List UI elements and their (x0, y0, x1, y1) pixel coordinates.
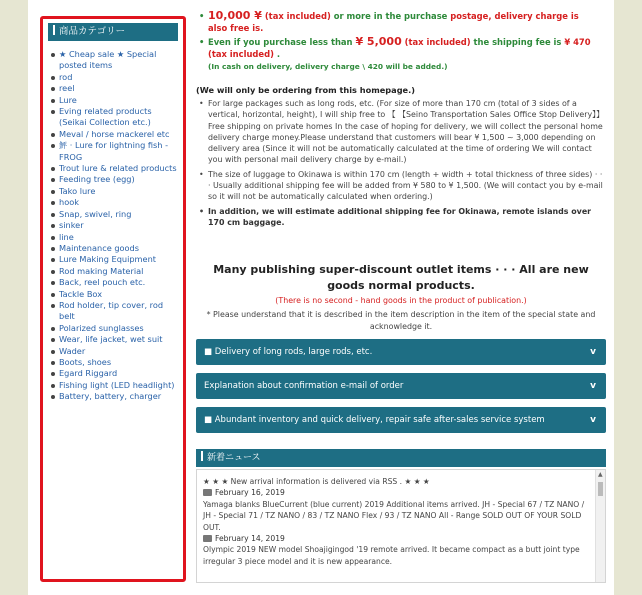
shipping-fee-end: . (276, 49, 281, 59)
accordion-label: ■ Delivery of long rods, large rods, etc. (204, 347, 373, 357)
sidebar-category-item[interactable] (51, 140, 179, 163)
header-bar-icon (53, 25, 55, 35)
news-rss-line: ★ ★ ★ New arrival information is delivered via RSS . ★ ★ ★ (203, 477, 430, 486)
sidebar-category-item[interactable] (51, 266, 179, 277)
shipping-threshold-amount: ¥ 5,000 (355, 35, 402, 48)
sidebar-category-item[interactable] (51, 277, 179, 288)
shipping-info (198, 10, 598, 72)
sidebar-category-item[interactable] (51, 49, 179, 72)
news-header (196, 449, 606, 467)
free-shipping-tax: (tax included) (264, 11, 331, 21)
category-sidebar (40, 16, 186, 582)
sidebar-category-link[interactable]: Eving related products (Seikai Collection etc.) (59, 106, 152, 128)
shipping-fee-text-2: the shipping fee is (473, 37, 562, 47)
sidebar-category-link[interactable]: Lure (59, 94, 77, 105)
sidebar-category-item[interactable] (51, 174, 179, 185)
sidebar-category-link[interactable]: Boots, shoes (59, 356, 112, 367)
sidebar-category-link[interactable]: Rod making Material (59, 265, 144, 276)
sidebar-category-item[interactable] (51, 243, 179, 254)
sidebar-category-link[interactable]: Rod holder, tip cover, rod belt (59, 299, 164, 322)
sidebar-category-link[interactable]: reel (59, 83, 75, 94)
accordion-inventory-service[interactable] (196, 407, 606, 433)
sidebar-category-link[interactable]: Fishing light (LED headlight) (59, 379, 175, 390)
cod-note: (In cash on delivery, delivery charge \ 420 will be added.) (208, 62, 448, 71)
outlet-note: * Please understand that it is described in the item description in the item of the special state and acknowledge it. (206, 310, 596, 331)
sidebar-category-link[interactable]: Polarized sunglasses (59, 322, 144, 333)
sidebar-category-item[interactable] (51, 232, 179, 243)
news-entry-text[interactable]: Yamaga blanks BlueCurrent (blue current) 2019 Additional items arrived. JH - Special 67 / TZ NANO / JH - Special 71 / TZ NANO / 83 / TZ NANO Flex / 93 / TZ NANO All - Range SOLD OUT OF YOUR SOLD OUT. (203, 499, 585, 532)
shipping-fee-text: Even if you purchase less than (208, 37, 353, 47)
policy-title: (We will only be ordering from this homepage.) (196, 85, 415, 95)
category-title: 商品カテゴリー (59, 26, 126, 37)
accordion-label: Explanation about confirmation e-mail of order (204, 381, 404, 391)
pen-icon (203, 535, 212, 542)
sidebar-category-item[interactable] (51, 289, 179, 300)
sidebar-category-item[interactable] (51, 300, 179, 323)
sidebar-category-link[interactable]: Trout lure & related products (59, 163, 177, 174)
sidebar-category-link[interactable]: 鮃 · Lure for lightning fish - FROG (59, 140, 169, 162)
sidebar-category-item[interactable] (51, 380, 179, 391)
sidebar-category-link[interactable]: Maintenance goods (59, 242, 140, 253)
news-scrollbar[interactable] (595, 470, 605, 582)
shipping-fee-line (198, 36, 598, 60)
news-entry-text[interactable]: Olympic 2019 NEW model Shoajigingod '19 remote arrived. It became compact as a butt joint type irregular 3 piece model and it is new appearance. (203, 545, 580, 566)
sidebar-category-item[interactable] (51, 334, 179, 345)
policy-item-remote-islands: • In addition, we will estimate additional shipping fee for Okinawa, remote islands over 170 cm baggage. (198, 206, 606, 229)
page-background-right (614, 0, 642, 595)
accordion-long-rods[interactable] (196, 339, 606, 365)
outlet-heading: Many publishing super-discount outlet items · · · All are new goods normal products. (213, 263, 589, 292)
sidebar-category-item[interactable] (51, 368, 179, 379)
sidebar-category-link[interactable]: line (59, 231, 74, 242)
policy-item-large-packages: • For large packages such as long rods, etc. (For size of more than 170 cm (total of 3 sides of a vertical, horizontal, height), I will ship free to 【 【Seino Transportation Sales Office Stop Delivery】】 Free shipping on private homes In the case of hoping for delivery, we will collect the personal home delivery charge money.Please understand that customers will bear ¥ 1,500 ~ 3,000 depending on delivery area (Since it will not be automatically calculated at the time of ordering We will contact you with personal mail delivery charge by e-mail.) (198, 98, 606, 166)
sidebar-category-link[interactable]: Battery, battery, charger (59, 391, 162, 402)
news-title: 新着ニュース (207, 453, 261, 463)
news-feed[interactable] (196, 469, 606, 583)
sidebar-category-item[interactable] (51, 186, 179, 197)
free-shipping-line (198, 10, 598, 34)
sidebar-category-item[interactable] (51, 323, 179, 334)
news-date: February 14, 2019 (203, 533, 591, 544)
page-background-left (0, 0, 28, 595)
outlet-red-note: (There is no second - hand goods in the product of publication.) (275, 296, 527, 305)
sidebar-category-link[interactable]: ★ Cheap sale ★ Special posted items (59, 49, 157, 71)
free-shipping-red-text: postage, delivery charge is also free (208, 11, 579, 33)
category-header (48, 23, 178, 41)
outlet-section (196, 262, 606, 333)
free-shipping-amount: 10,000 ¥ (208, 9, 262, 22)
sidebar-category-link[interactable]: Lure Making Equipment (59, 254, 156, 265)
sidebar-category-link[interactable]: Feeding tree (egg) (59, 174, 135, 185)
sidebar-category-item[interactable] (51, 391, 179, 402)
sidebar-category-item[interactable] (51, 72, 179, 83)
sidebar-category-link[interactable]: Snap, swivel, ring (59, 208, 132, 219)
sidebar-category-item[interactable] (51, 83, 179, 94)
sidebar-category-item[interactable] (51, 254, 179, 265)
sidebar-category-item[interactable] (51, 106, 179, 129)
sidebar-category-item[interactable] (51, 346, 179, 357)
sidebar-category-link[interactable]: Egard Riggard (59, 368, 118, 379)
chevron-down-icon: v (590, 415, 596, 425)
header-bar-icon (201, 451, 203, 461)
sidebar-category-link[interactable]: Wader (59, 345, 86, 356)
free-shipping-text: or more in the purchase (333, 11, 448, 21)
accordion-order-confirmation[interactable] (196, 373, 606, 399)
sidebar-category-item[interactable] (51, 220, 179, 231)
shipping-fee-amount: ¥ 470 (tax included) (208, 37, 591, 59)
sidebar-category-link[interactable]: hook (59, 197, 79, 208)
page-content (28, 0, 614, 595)
accordion-label: ■ Abundant inventory and quick delivery, repair safe after-sales service system (204, 415, 545, 425)
sidebar-category-link[interactable]: sinker (59, 220, 84, 231)
shipping-threshold-tax: (tax included) (404, 37, 471, 47)
sidebar-category-link[interactable]: rod (59, 71, 73, 82)
news-date: February 16, 2019 (203, 487, 591, 498)
sidebar-category-link[interactable]: Meval / horse mackerel etc (59, 128, 170, 139)
sidebar-category-link[interactable]: Tako lure (59, 185, 96, 196)
sidebar-category-item[interactable] (51, 95, 179, 106)
pen-icon (203, 489, 212, 496)
sidebar-category-item[interactable] (51, 163, 179, 174)
sidebar-category-item[interactable] (51, 209, 179, 220)
scroll-thumb[interactable] (598, 482, 603, 496)
sidebar-category-link[interactable]: Back, reel pouch etc. (59, 277, 146, 288)
policy-list (198, 98, 606, 231)
category-list (43, 41, 183, 403)
scroll-up-icon[interactable]: ▲ (598, 471, 603, 478)
sidebar-category-link[interactable]: Wear, life jacket, wet suit (59, 334, 163, 345)
chevron-down-icon: v (590, 381, 596, 391)
chevron-down-icon: v (590, 347, 596, 357)
sidebar-category-item[interactable] (51, 357, 179, 368)
sidebar-category-item[interactable] (51, 129, 179, 140)
free-shipping-end: is. (252, 23, 264, 33)
policy-item-okinawa: • The size of luggage to Okinawa is within 170 cm (length + width + total thickness of three sides) · · · Usually additional shipping fee will be added from ¥ 580 to ¥ 1,500. (We will contact you by e-mail so it will not be automatically calculated when ordering.) (198, 169, 606, 203)
sidebar-category-item[interactable] (51, 197, 179, 208)
sidebar-category-link[interactable]: Tackle Box (59, 288, 103, 299)
